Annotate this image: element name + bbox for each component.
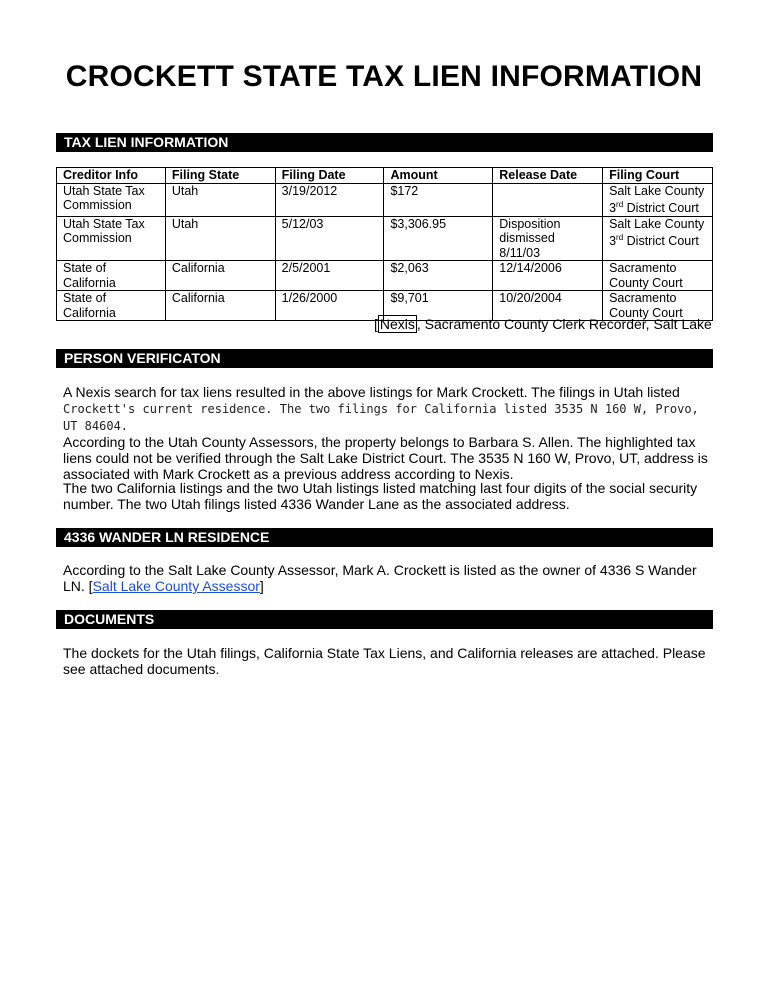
date-cell: 1/26/2000 bbox=[275, 291, 384, 321]
section-header-tax-lien: TAX LIEN INFORMATION bbox=[56, 133, 713, 152]
ordinal-suffix: rd bbox=[616, 233, 624, 243]
documents-paragraph: The dockets for the Utah filings, California State Tax Liens, and California releases are attached. Please see attached documents. bbox=[63, 645, 706, 677]
wander-paragraph bbox=[63, 562, 713, 594]
table-row bbox=[57, 261, 713, 291]
cell-text: County Court bbox=[609, 275, 683, 290]
cell-text: Disposition bbox=[499, 216, 561, 231]
highlighted-text: Crockett's current residence. The two filings for California listed 3535 N 160 W, Provo, UT 84604. bbox=[63, 402, 699, 433]
source-rest: , Sacramento County Clerk Recorder, Salt Lake bbox=[416, 316, 712, 332]
court-cell bbox=[603, 261, 713, 291]
closing-bracket: ] bbox=[259, 578, 264, 594]
state-cell: Utah bbox=[165, 183, 275, 216]
cell-text: 8/11/03 bbox=[499, 245, 541, 260]
creditor-cell bbox=[57, 216, 166, 261]
date-cell: 3/19/2012 bbox=[275, 183, 384, 216]
cell-text: Salt Lake County bbox=[609, 183, 705, 198]
page-title: CROCKETT STATE TAX LIEN INFORMATION bbox=[65, 60, 703, 93]
cell-text: Sacramento bbox=[609, 261, 677, 276]
table-header-row bbox=[57, 168, 713, 184]
court-cell bbox=[603, 216, 713, 261]
court-name: District Court bbox=[623, 201, 699, 216]
source-note bbox=[374, 316, 712, 332]
column-header: Amount bbox=[384, 168, 493, 184]
nexis-source: Nexis bbox=[379, 316, 415, 332]
column-header: Release Date bbox=[493, 168, 603, 184]
paragraph-text: According to the Salt Lake County Assessor, Mark A. Crockett is listed as the owner of 4336 S Wander LN. [ bbox=[63, 562, 697, 594]
amount-cell: $9,701 bbox=[384, 291, 493, 321]
cell-text: 12/14/2006 bbox=[499, 261, 562, 276]
cell-text: Commission bbox=[63, 231, 132, 246]
cell-text: Sacramento bbox=[609, 291, 677, 306]
release-cell bbox=[493, 183, 603, 216]
section-header-person-verification: PERSON VERIFICATON bbox=[56, 349, 713, 368]
cell-text: 10/20/2004 bbox=[499, 291, 562, 306]
paragraph-text: According to the Utah County Assessors, the property belongs to Barbara S. Allen. The highlighted tax liens could not be verified through the Salt Lake District Court. The 3535 N 160 W, Provo, UT, address is associated with Mark Crockett as a previous address according to Nexis. bbox=[63, 434, 708, 482]
column-header: Filing Date bbox=[275, 168, 384, 184]
cell-text: California bbox=[63, 275, 116, 290]
creditor-cell bbox=[57, 291, 166, 321]
cell-text: Commission bbox=[63, 198, 132, 212]
tax-lien-table bbox=[56, 167, 713, 321]
column-header: Filing State bbox=[165, 168, 275, 184]
section-header-wander-residence: 4336 WANDER LN RESIDENCE bbox=[56, 528, 713, 547]
amount-cell: $3,306.95 bbox=[384, 216, 493, 261]
state-cell: Utah bbox=[165, 216, 275, 261]
date-cell: 5/12/03 bbox=[275, 216, 384, 261]
creditor-cell bbox=[57, 183, 166, 216]
cell-text: State of bbox=[63, 291, 107, 306]
amount-cell: $172 bbox=[384, 183, 493, 216]
ordinal-number: 3 bbox=[609, 201, 617, 216]
cell-text: California bbox=[63, 305, 116, 320]
court-cell bbox=[603, 183, 713, 216]
cell-text bbox=[609, 198, 706, 216]
cell-text: Utah State Tax bbox=[63, 216, 145, 231]
state-cell: California bbox=[165, 291, 275, 321]
table-row bbox=[57, 183, 713, 216]
cell-text: State of bbox=[63, 261, 107, 276]
release-cell bbox=[493, 261, 603, 291]
section-header-documents: DOCUMENTS bbox=[56, 610, 713, 629]
amount-cell: $2,063 bbox=[384, 261, 493, 291]
ordinal-suffix: rd bbox=[616, 200, 624, 209]
person-verification-paragraph bbox=[63, 384, 713, 482]
column-header: Creditor Info bbox=[57, 168, 166, 184]
column-header: Filing Court bbox=[603, 168, 713, 184]
date-cell: 2/5/2001 bbox=[275, 261, 384, 291]
cell-text: Utah State Tax bbox=[63, 183, 145, 198]
source-open-bracket: [ bbox=[374, 316, 378, 332]
state-cell: California bbox=[165, 261, 275, 291]
paragraph-text: A Nexis search for tax liens resulted in the above listings for Mark Crockett. The filings in Utah listed bbox=[63, 384, 680, 400]
cell-text: Salt Lake County bbox=[609, 216, 705, 231]
cell-text: dismissed bbox=[499, 231, 555, 246]
ordinal-number: 3 bbox=[609, 234, 617, 249]
court-name: District Court bbox=[623, 234, 699, 249]
salt-lake-assessor-link[interactable]: Salt Lake County Assessor bbox=[92, 578, 260, 594]
creditor-cell bbox=[57, 261, 166, 291]
release-cell bbox=[493, 216, 603, 261]
cell-text: County Court bbox=[609, 305, 683, 320]
ssn-match-paragraph: The two California listings and the two Utah listings listed matching last four digits of the social security number. The two Utah filings listed 4336 Wander Lane as the associated address. bbox=[63, 480, 698, 512]
table-row bbox=[57, 216, 713, 261]
cell-text bbox=[609, 231, 706, 249]
